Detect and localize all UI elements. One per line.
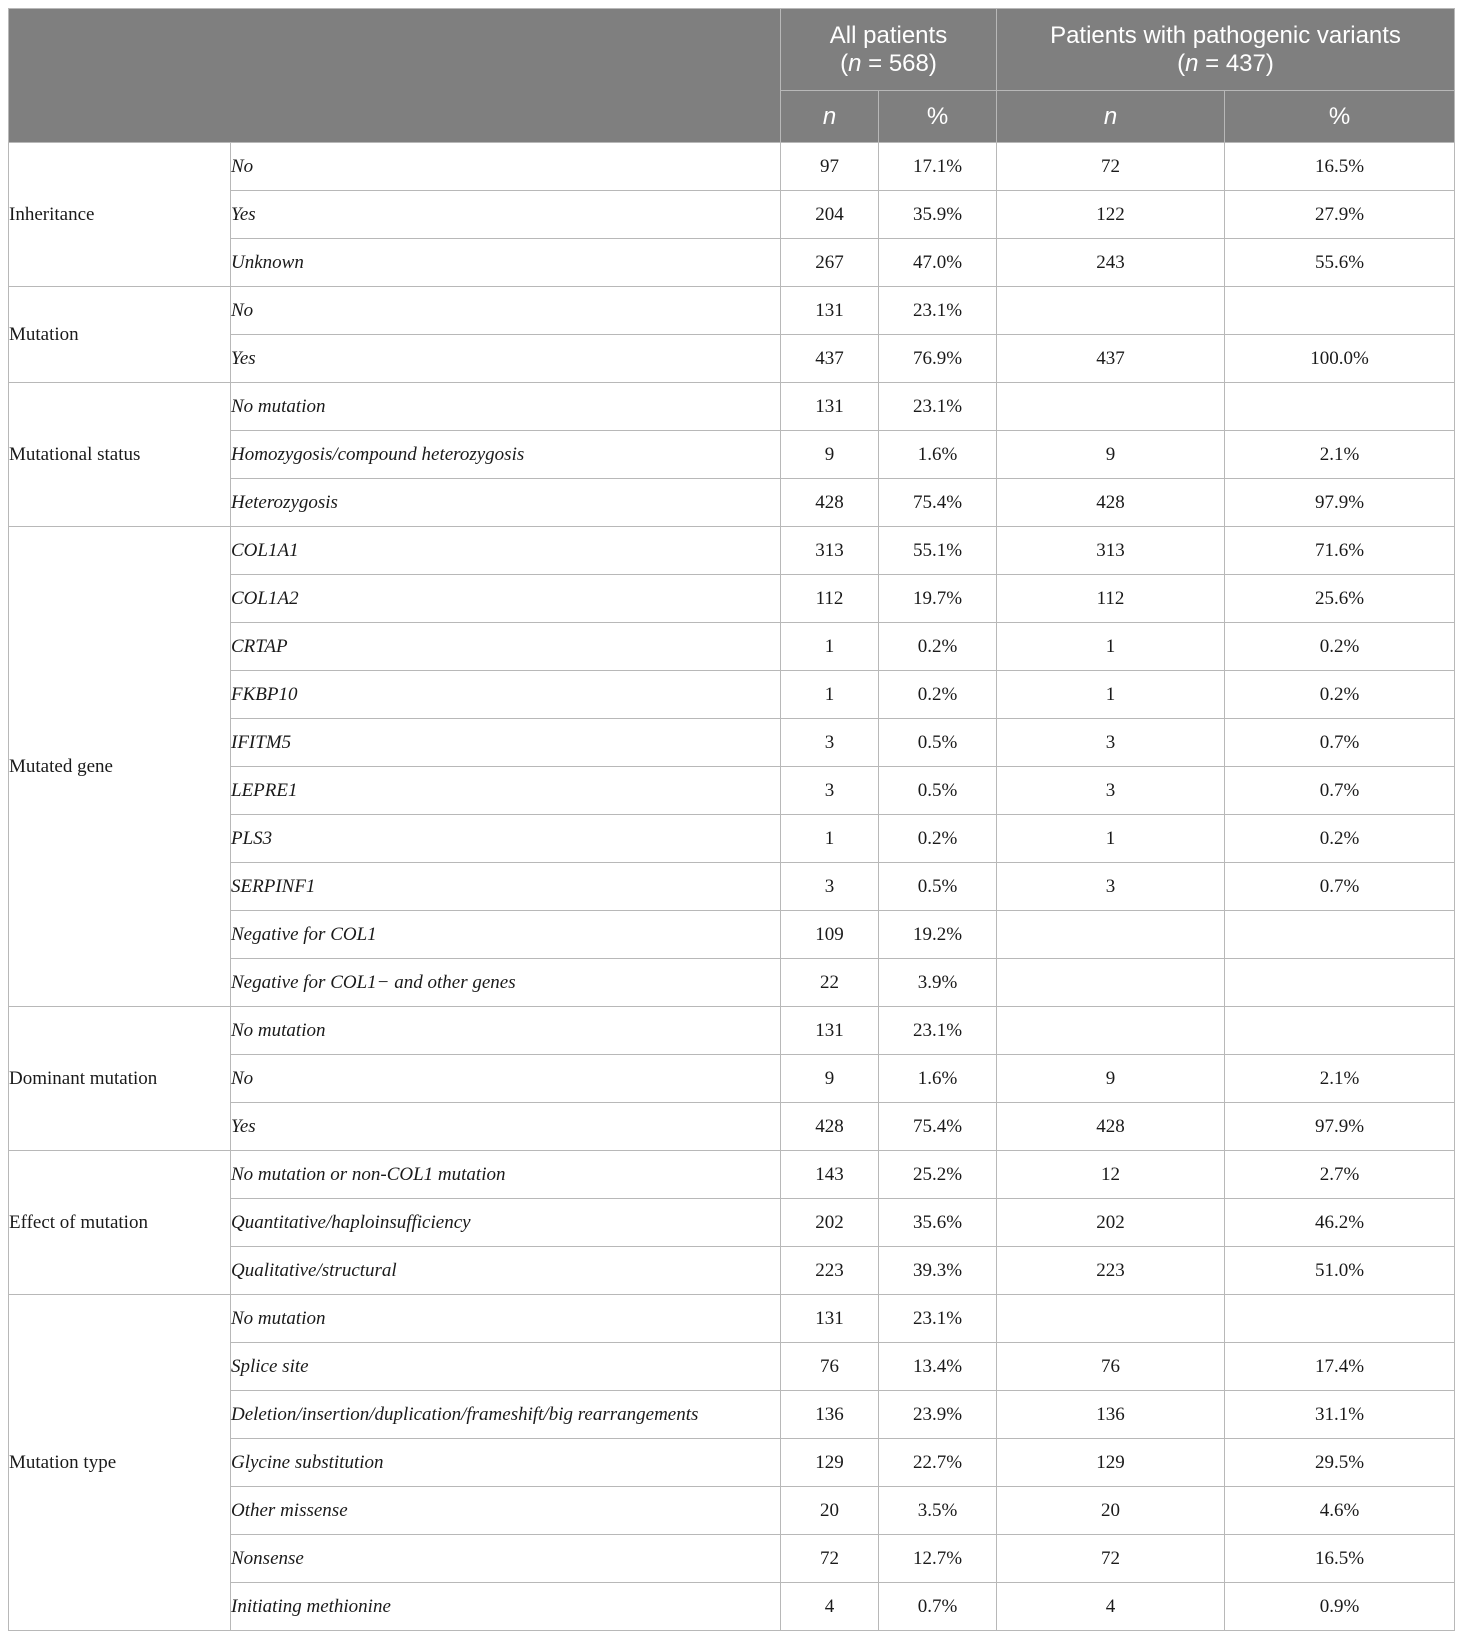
pct-pathogenic-cell: 51.0% [1225, 1247, 1455, 1295]
table-row [9, 1007, 1455, 1055]
pct-all-cell: 1.6% [879, 1055, 997, 1103]
paren-open: ( [1177, 49, 1186, 77]
subcategory-cell: Yes [231, 335, 781, 383]
n-all-cell: 109 [781, 911, 879, 959]
subcategory-cell: No mutation [231, 1007, 781, 1055]
n-pathogenic-cell: 4 [997, 1583, 1225, 1631]
n-all-cell: 3 [781, 719, 879, 767]
subcategory-cell: Heterozygosis [231, 479, 781, 527]
n-all-cell: 131 [781, 1007, 879, 1055]
header-all-patients-count [781, 50, 996, 78]
pct-all-cell: 0.5% [879, 719, 997, 767]
n-all-cell: 223 [781, 1247, 879, 1295]
category-cell: Mutational status [9, 383, 231, 527]
n-all-cell: 136 [781, 1391, 879, 1439]
subcategory-cell: No [231, 1055, 781, 1103]
n-all-cell: 428 [781, 1103, 879, 1151]
pct-all-cell: 23.9% [879, 1391, 997, 1439]
header-blank-cell [9, 9, 781, 143]
paren-open: ( [840, 49, 849, 77]
n-pathogenic-cell [997, 911, 1225, 959]
pct-pathogenic-cell: 97.9% [1225, 1103, 1455, 1151]
pct-all-cell: 75.4% [879, 1103, 997, 1151]
pct-pathogenic-cell: 29.5% [1225, 1439, 1455, 1487]
col-header-pct-pathogenic: % [1225, 91, 1455, 143]
n-pathogenic-cell: 1 [997, 623, 1225, 671]
pct-pathogenic-cell [1225, 1295, 1455, 1343]
n-pathogenic-cell: 9 [997, 431, 1225, 479]
subcategory-cell: Glycine substitution [231, 1439, 781, 1487]
n-all-cell: 3 [781, 767, 879, 815]
n-pathogenic-cell: 12 [997, 1151, 1225, 1199]
pct-all-cell: 0.2% [879, 623, 997, 671]
header-pathogenic-title: Patients with pathogenic variants [1050, 21, 1401, 49]
n-pathogenic-cell: 202 [997, 1199, 1225, 1247]
header-all-patients-title: All patients [829, 21, 948, 49]
pct-all-cell: 1.6% [879, 431, 997, 479]
subcategory-cell: Yes [231, 1103, 781, 1151]
pct-all-cell: 23.1% [879, 1295, 997, 1343]
subcategory-cell: Other missense [231, 1487, 781, 1535]
n-pathogenic-cell: 122 [997, 191, 1225, 239]
subcategory-cell: COL1A2 [231, 575, 781, 623]
n-pathogenic-cell: 112 [997, 575, 1225, 623]
pct-pathogenic-cell: 4.6% [1225, 1487, 1455, 1535]
n-pathogenic-cell: 428 [997, 1103, 1225, 1151]
table-header [9, 9, 1455, 143]
n-all-cell: 131 [781, 287, 879, 335]
pct-all-cell: 19.7% [879, 575, 997, 623]
pct-all-cell: 3.5% [879, 1487, 997, 1535]
subcategory-cell: PLS3 [231, 815, 781, 863]
subcategory-cell: Qualitative/structural [231, 1247, 781, 1295]
n-pathogenic-cell: 313 [997, 527, 1225, 575]
subcategory-cell: FKBP10 [231, 671, 781, 719]
n-pathogenic-cell: 243 [997, 239, 1225, 287]
pct-pathogenic-cell [1225, 911, 1455, 959]
header-pathogenic-count [997, 50, 1454, 78]
pct-pathogenic-cell: 0.7% [1225, 719, 1455, 767]
pct-pathogenic-cell: 0.7% [1225, 863, 1455, 911]
header-all-patients [781, 9, 997, 91]
subcategory-cell: Unknown [231, 239, 781, 287]
n-all-cell: 428 [781, 479, 879, 527]
subcategory-cell: Nonsense [231, 1535, 781, 1583]
n-pathogenic-cell: 3 [997, 767, 1225, 815]
pct-pathogenic-cell [1225, 383, 1455, 431]
col-header-pct-all: % [879, 91, 997, 143]
n-all-cell: 22 [781, 959, 879, 1007]
table-row [9, 383, 1455, 431]
pct-pathogenic-cell: 17.4% [1225, 1343, 1455, 1391]
n-all-cell: 131 [781, 1295, 879, 1343]
n-pathogenic-cell [997, 1295, 1225, 1343]
subcategory-cell: No [231, 287, 781, 335]
pct-pathogenic-cell [1225, 287, 1455, 335]
pct-all-cell: 12.7% [879, 1535, 997, 1583]
pct-pathogenic-cell: 27.9% [1225, 191, 1455, 239]
pct-all-cell: 55.1% [879, 527, 997, 575]
n-all-cell: 1 [781, 815, 879, 863]
category-cell: Mutation type [9, 1295, 231, 1631]
pct-pathogenic-cell: 100.0% [1225, 335, 1455, 383]
pct-all-cell: 22.7% [879, 1439, 997, 1487]
pct-all-cell: 23.1% [879, 287, 997, 335]
category-cell: Inheritance [9, 143, 231, 287]
pct-pathogenic-cell: 16.5% [1225, 143, 1455, 191]
n-pathogenic-cell: 72 [997, 1535, 1225, 1583]
n-all-cell: 20 [781, 1487, 879, 1535]
n-all-cell: 131 [781, 383, 879, 431]
n-pathogenic-cell: 136 [997, 1391, 1225, 1439]
pct-all-cell: 0.7% [879, 1583, 997, 1631]
header-pathogenic-variants [997, 9, 1455, 91]
pct-pathogenic-cell: 0.2% [1225, 623, 1455, 671]
n-all-cell: 4 [781, 1583, 879, 1631]
n-pathogenic-cell: 1 [997, 671, 1225, 719]
pct-pathogenic-cell: 25.6% [1225, 575, 1455, 623]
table-row [9, 527, 1455, 575]
n-all-cell: 202 [781, 1199, 879, 1247]
pct-pathogenic-cell: 0.7% [1225, 767, 1455, 815]
pct-all-cell: 0.2% [879, 815, 997, 863]
category-cell: Dominant mutation [9, 1007, 231, 1151]
n-pathogenic-cell [997, 383, 1225, 431]
pct-all-cell: 35.6% [879, 1199, 997, 1247]
subcategory-cell: Yes [231, 191, 781, 239]
pct-pathogenic-cell: 0.2% [1225, 671, 1455, 719]
n-all-cell: 97 [781, 143, 879, 191]
pct-all-cell: 23.1% [879, 383, 997, 431]
pct-pathogenic-cell: 97.9% [1225, 479, 1455, 527]
n-pathogenic-cell [997, 287, 1225, 335]
table-row [9, 287, 1455, 335]
n-all-cell: 3 [781, 863, 879, 911]
table-row [9, 1295, 1455, 1343]
n-all-cell: 9 [781, 1055, 879, 1103]
subcategory-cell: Initiating methionine [231, 1583, 781, 1631]
subcategory-cell: Deletion/insertion/duplication/frameshift/big rearrangements [231, 1391, 781, 1439]
pct-pathogenic-cell: 2.1% [1225, 431, 1455, 479]
n-all-cell: 1 [781, 623, 879, 671]
n-pathogenic-cell: 9 [997, 1055, 1225, 1103]
n-pathogenic-cell: 3 [997, 719, 1225, 767]
col-header-n-all: n [781, 91, 879, 143]
pct-all-cell: 13.4% [879, 1343, 997, 1391]
subcategory-cell: No mutation [231, 383, 781, 431]
n-all-cell: 204 [781, 191, 879, 239]
subcategory-cell: No [231, 143, 781, 191]
pct-pathogenic-cell: 46.2% [1225, 1199, 1455, 1247]
n-pathogenic-cell [997, 1007, 1225, 1055]
n-all-cell: 143 [781, 1151, 879, 1199]
subcategory-cell: Homozygosis/compound heterozygosis [231, 431, 781, 479]
subcategory-cell: Negative for COL1 [231, 911, 781, 959]
pct-pathogenic-cell: 16.5% [1225, 1535, 1455, 1583]
n-symbol: n [1185, 49, 1199, 77]
pct-pathogenic-cell: 2.1% [1225, 1055, 1455, 1103]
category-cell: Mutation [9, 287, 231, 383]
subcategory-cell: LEPRE1 [231, 767, 781, 815]
n-pathogenic-cell: 3 [997, 863, 1225, 911]
n-pathogenic-cell: 20 [997, 1487, 1225, 1535]
pct-pathogenic-cell: 0.2% [1225, 815, 1455, 863]
n-pathogenic-cell: 76 [997, 1343, 1225, 1391]
subcategory-cell: IFITM5 [231, 719, 781, 767]
all-patients-n-value: = 568) [861, 49, 937, 77]
subcategory-cell: Quantitative/haploinsufficiency [231, 1199, 781, 1247]
n-all-cell: 437 [781, 335, 879, 383]
n-pathogenic-cell: 428 [997, 479, 1225, 527]
col-header-n-pathogenic: n [997, 91, 1225, 143]
pct-pathogenic-cell: 31.1% [1225, 1391, 1455, 1439]
n-symbol: n [848, 49, 862, 77]
table-body [9, 143, 1455, 1631]
pct-pathogenic-cell: 71.6% [1225, 527, 1455, 575]
pct-all-cell: 19.2% [879, 911, 997, 959]
pct-all-cell: 47.0% [879, 239, 997, 287]
pct-all-cell: 75.4% [879, 479, 997, 527]
pct-all-cell: 39.3% [879, 1247, 997, 1295]
pct-all-cell: 76.9% [879, 335, 997, 383]
subcategory-cell: No mutation [231, 1295, 781, 1343]
pathogenic-n-value: = 437) [1198, 49, 1274, 77]
pct-all-cell: 23.1% [879, 1007, 997, 1055]
category-cell: Effect of mutation [9, 1151, 231, 1295]
pct-all-cell: 25.2% [879, 1151, 997, 1199]
n-pathogenic-cell: 1 [997, 815, 1225, 863]
n-all-cell: 9 [781, 431, 879, 479]
pct-all-cell: 35.9% [879, 191, 997, 239]
pct-all-cell: 0.5% [879, 767, 997, 815]
n-all-cell: 76 [781, 1343, 879, 1391]
patient-mutation-table [8, 8, 1455, 1631]
subcategory-cell: No mutation or non-COL1 mutation [231, 1151, 781, 1199]
pct-pathogenic-cell: 55.6% [1225, 239, 1455, 287]
subcategory-cell: Splice site [231, 1343, 781, 1391]
pct-all-cell: 17.1% [879, 143, 997, 191]
header-row-groups [9, 9, 1455, 91]
subcategory-cell: Negative for COL1− and other genes [231, 959, 781, 1007]
pct-pathogenic-cell: 0.9% [1225, 1583, 1455, 1631]
n-all-cell: 129 [781, 1439, 879, 1487]
pct-all-cell: 3.9% [879, 959, 997, 1007]
n-pathogenic-cell: 129 [997, 1439, 1225, 1487]
subcategory-cell: COL1A1 [231, 527, 781, 575]
table-row [9, 1151, 1455, 1199]
n-all-cell: 1 [781, 671, 879, 719]
n-all-cell: 112 [781, 575, 879, 623]
subcategory-cell: SERPINF1 [231, 863, 781, 911]
n-all-cell: 313 [781, 527, 879, 575]
table-row [9, 143, 1455, 191]
pct-all-cell: 0.5% [879, 863, 997, 911]
n-all-cell: 267 [781, 239, 879, 287]
category-cell: Mutated gene [9, 527, 231, 1007]
n-pathogenic-cell: 437 [997, 335, 1225, 383]
n-pathogenic-cell: 72 [997, 143, 1225, 191]
n-all-cell: 72 [781, 1535, 879, 1583]
pct-pathogenic-cell: 2.7% [1225, 1151, 1455, 1199]
n-pathogenic-cell: 223 [997, 1247, 1225, 1295]
pct-pathogenic-cell [1225, 1007, 1455, 1055]
subcategory-cell: CRTAP [231, 623, 781, 671]
pct-all-cell: 0.2% [879, 671, 997, 719]
pct-pathogenic-cell [1225, 959, 1455, 1007]
n-pathogenic-cell [997, 959, 1225, 1007]
